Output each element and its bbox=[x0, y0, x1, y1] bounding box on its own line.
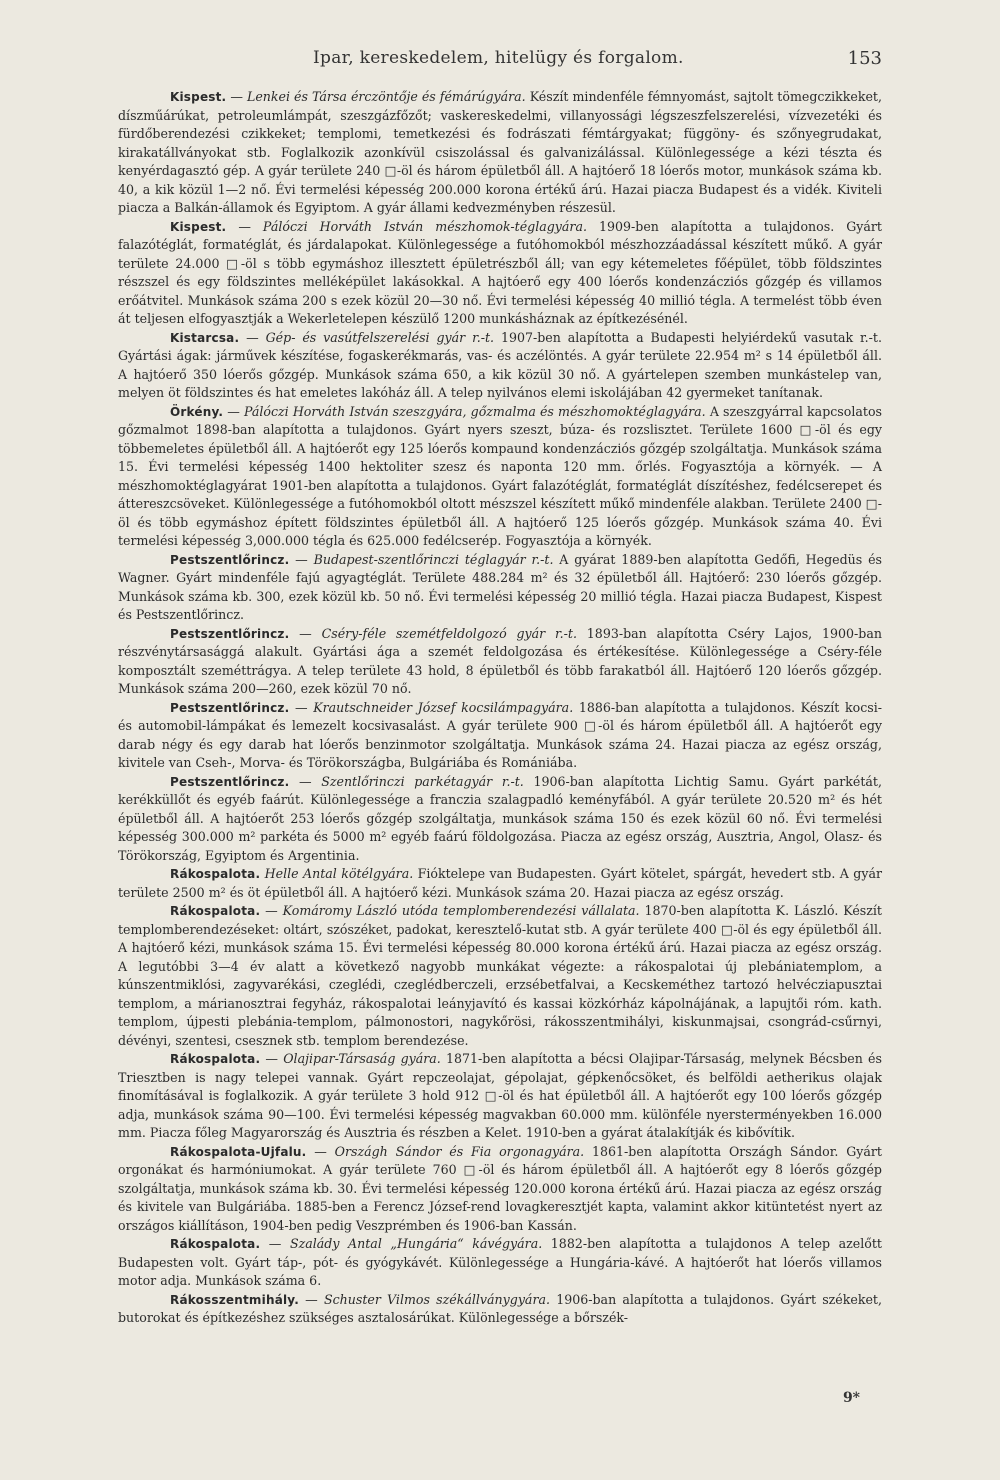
entry-firm: Pálóczi Horváth István mészhomok-téglagyára. bbox=[262, 218, 587, 234]
entry: Pestszentlőrincz. — Cséry-féle szemétfeldolgozó gyár r.-t. 1893-ban alapította Cséry Lajos, 1900-ban részvénytársasággá alakult. Gyártási ága a szemét feldolgozása és értékesítése. Különlegessége a Cséry-féle komposztált szeméttrágya. A telep területe 43 hold, 8 épületből és több farakatból áll. Hajtóerő 120 lóerős gőzgép. Munkások száma 200—260, ezek közül 70 nő. bbox=[118, 625, 882, 696]
entries bbox=[118, 88, 882, 1328]
entry bbox=[118, 865, 882, 902]
entry-firm: Gép- és vasútfelszerelési gyár r.-t. bbox=[265, 329, 495, 345]
entry-text: 1871-ben alapította a bécsi Olajipar-Társaság, melynek Bécsben és Triesztben is nagy telepei vannak. Gyárt repczeolajat, gépolajat, gépkenőcsöket, és belföldi aetherikus olajak finomításával is foglalkozik. A gyár területe 3 hold 912 □-öl és hat épületből áll. A hajtóerőt egy 100 lóerős gőzgép adja, munkások száma 90—100. Évi termelési képesség magvakban 60.000 mm. különféle nyersterményekben 16.000 mm. Piacza főleg Magyarország és Ausztria és részben a Kelet. 1910-ben a gyárat átalakítják és kibővítik. bbox=[118, 1051, 882, 1140]
entry-text: 1893-ban alapította Cséry Lajos, 1900-ban részvénytársasággá alakult. Gyártási ága a szemét feldolgozása és értékesítése. Különlegessége a Cséry-féle komposztált szeméttrágya. A telep területe 43 hold, 8 épületből és több farakatból áll. Hajtóerő 120 lóerős gőzgép. Munkások száma 200—260, ezek közül 70 nő. bbox=[118, 625, 882, 696]
entry-place: Kispest. bbox=[170, 219, 227, 234]
entry-text: 1882-ben alapította a tulajdonos A telep azelőtt Budapesten volt. Gyárt táp-, pót- és gyógykávét. Különlegessége a Hungária-kávé. A hajtóerőt hat lóerős villamos motor adja. Munkások száma 6. bbox=[118, 1236, 882, 1288]
entry-place: Rákospalota. bbox=[170, 1237, 261, 1251]
entry-text: Fióktelepe van Budapesten. Gyárt kötelet, spárgát, hevedert stb. A gyár területe 2500 m² és öt épületből áll. A hajtóerő kézi. Munkások száma 20. Hazai piacza az egész ország. bbox=[118, 866, 882, 900]
entry-place: Pestszentlőrincz. bbox=[170, 774, 290, 789]
entry-text: 1861-ben alapította Országh Sándor. Gyárt orgonákat és harmóniumokat. A gyár területe 760 □-öl és három épületből áll. A hajtóerőt egy 8 lóerős gőzgép szolgáltatja, munkások száma kb. 30. Évi termelési képesség 120.000 korona értékű árú. Hazai piacza az egész ország és kivitele van Bulgáriába. 1885-ben a Ferencz József-rend lovagkeresztjét kapta, valamint akkor kitüntetést nyert az országos kiállításon, 1904-ben pedig Veszprémben és 1906-ban Kassán. bbox=[118, 1143, 882, 1233]
page-number: 153 bbox=[847, 48, 882, 69]
entry-firm: Helle Antal kötélgyára. bbox=[264, 866, 414, 881]
entry-text: 1886-ban alapította a tulajdonos. Készít kocsi- és automobil-lámpákat és lemezelt kocsivasalást. A gyár területe 900 □-öl és három épületből áll. A hajtóerőt egy darab négy és egy darab hat lóerős benzinmotor szolgáltatja. Munkások száma 24. Hazai piacza az egész ország, kivitele van Cseh-, Morva- és Törökországba, Bulgáriába és Romániába. bbox=[118, 699, 883, 770]
entry: Örkény. — Pálóczi Horváth István szeszgyára, gőzmalma és mészhomoktéglagyára. A szeszgyárral kapcsolatos gőzmalmot 1898-ban alapította a tulajdonos. Gyárt nyers szeszt, búza- és rozslisztet. Területe 1600 □-öl és egy többemeletes épületből áll. A hajtóerőt egy 125 lóerős kompaund kondenzácziós gőzgép szolgáltatja. Munkások száma 15. Évi termelési képesség 1400 hektoliter szesz és naponta 120 mm. őrlés. Fogyasztója a környék. — A mészhomoktéglagyárat 1901-ben alapította a tulajdonos. Gyárt falazótéglát, formatéglát díszítéshez, fedélcserepet és áttereszcsöveket. Különlegessége a futóhomokból oltott mészszel készített műkő mindenféle alakban. Területe 2400 □-öl és több egymáshoz épített földszintes épületből áll. A hajtóerő 125 lóerős gőzgép. Munkások száma 40. Évi termelési képesség 3,000.000 tégla és 625.000 fedélcserép. Fogyasztója a környék. bbox=[118, 403, 882, 548]
entry-place: Pestszentlőrincz. bbox=[170, 626, 290, 641]
entry-place: Kistarcsa. bbox=[170, 330, 240, 345]
entry-place: Rákospalota. bbox=[170, 1052, 261, 1066]
entry-firm: Komáromy László utóda templomberendezési vállalata. bbox=[282, 903, 640, 918]
entry: Rákospalota-Ujfalu. — Országh Sándor és Fia orgonagyára. 1861-ben alapította Országh Sándor. Gyárt orgonákat és harmóniumokat. A gyár területe 760 □-öl és három épületből áll. A hajtóerőt egy 8 lóerős gőzgép szolgáltatja, munkások száma kb. 30. Évi termelési képesség 120.000 korona értékű árú. Hazai piacza az egész ország és kivitele van Bulgáriába. 1885-ben a Ferencz József-rend lovagkeresztjét kapta, valamint akkor kitüntetést nyert az országos kiállításon, 1904-ben pedig Veszprémben és 1906-ban Kassán. bbox=[118, 1143, 882, 1233]
running-head: Ipar, kereskedelem, hitelügy és forgalom. bbox=[313, 48, 684, 68]
entry: Kispest. — Lenkei és Társa érczöntője és fémárúgyára. Készít mindenféle fémnyomást, sajtolt tömegczikkeket, díszműárúkat, petroleumlámpát, szeszgázfőzőt; vaskereskedelmi, villanyossági légszeszfelszerelési, vízvezetéki és fürdőberendezési czikkeket; templomi, temetkezési és fodrászati fémtárgyakat; függöny- és szőnyegrudakat, kirakatállványokat stb. Foglalkozik azonkívül csiszolással és galvanizálással. Különlegessége a kézi tészta és kenyérdagasztó gép. A gyár területe 240 □-öl és három épületből áll. A hajtóerő 18 lóerős motor, munkások száma kb. 40, a kik közül 1—2 nő. Évi termelési képesség 200.000 korona értékű árú. Hazai piacza Budapest és a vidék. Kiviteli piacza a Balkán-államok és Egyiptom. A gyár állami kedvezményben részesül. bbox=[118, 89, 882, 215]
entry-place: Rákospalota. bbox=[170, 867, 261, 881]
entry: Kistarcsa. — Gép- és vasútfelszerelési gyár r.-t. 1907-ben alapította a Budapesti helyiérdekű vasutak r.-t. Gyártási ágak: járművek készítése, fogaskerékmarás, vas- és aczélöntés. A gyár területe 22.954 m² s 14 épületből áll. A hajtóerő 350 lóerős gőzgép. Munkások száma 650, a kik közül 30 nő. A gyártelepen szemben munkástelep van, melyen öt földszintes és hat emeletes lakóház áll. A telep nyilvános elemi iskolájában 42 gyermeket tanítanak. bbox=[118, 329, 882, 400]
entry-firm: Schuster Vilmos székállványgyára. bbox=[323, 1291, 550, 1307]
entry-firm: Lenkei és Társa érczöntője és fémárúgyára. bbox=[246, 89, 526, 104]
entry: Rákospalota. — Olajipar-Társaság gyára. 1871-ben alapította a bécsi Olajipar-Társaság, melynek Bécsben és Triesztben is nagy telepei vannak. Gyárt repczeolajat, gépolajat, gépkenőcsöket, és belföldi aetherikus olajak finomításával is foglalkozik. A gyár területe 3 hold 912 □-öl és hat épületből áll. A hajtóerőt egy 100 lóerős gőzgép adja, munkások száma 90—100. Évi termelési képesség magvakban 60.000 mm. különféle nyersterményekben 16.000 mm. Piacza főleg Magyarország és Ausztria és részben a Kelet. 1910-ben a gyárat átalakítják és kibővítik. bbox=[118, 1051, 882, 1140]
entry-text: A gyárat 1889-ben alapította Gedőfi, Hegedüs és Wagner. Gyárt mindenféle fajú agyagtéglát. Területe 488.284 m² és 32 épületből áll. Hajtóerő: 230 lóerős gőzgép. Munkások száma kb. 300, ezek közül kb. 50 nő. Évi termelési képesség 20 millió tégla. Hazai piacza Budapest, Kispest és Pestszentlőrincz. bbox=[118, 551, 882, 622]
entry: Pestszentlőrincz. — Szentlőrinczi parkétagyár r.-t. 1906-ban alapította Lichtig Samu. Gyárt parkétát, kerékküllőt és egyéb faárút. Különlegessége a franczia szalagpadló keményfából. A gyár területe 20.520 m² és hét épületből áll. A hajtóerőt 253 lóerős gőzgép szolgáltatja, munkások száma 150 és ezek közül 60 nő. Évi termelési képesség 300.000 m² parkéta és 5000 m² egyéb faárú földolgozása. Piacza az egész ország, Ausztria, Angol, Olasz- és Törökország, Egyiptom és Argentinia. bbox=[118, 773, 882, 863]
entry: Rákosszentmihály. — Schuster Vilmos székállványgyára. 1906-ban alapította a tulajdonos. Gyárt székeket, butorokat és építkezéshez szükséges asztalosárúkat. Különlegessége a bőrszék- bbox=[118, 1291, 882, 1325]
entry-place: Rákospalota. bbox=[170, 904, 261, 918]
entry-firm: Szalády Antal „Hungária“ kávégyára. bbox=[289, 1236, 543, 1251]
entry-firm: Budapest-szentlőrinczi téglagyár r.-t. bbox=[313, 551, 554, 567]
entry: Kispest. — Pálóczi Horváth István mészhomok-téglagyára. 1909-ben alapította a tulajdonos. Gyárt falazótéglát, formatéglát, és járdalapokat. Különlegessége a futóhomokból mészhozzáadással készített műkő. A gyár területe 24.000 □-öl s több egymáshoz illesztett épületrészből áll; van egy kétemeletes főépület, több földszintes részszel és egy földszintes melléképület lakásokkal. A hajtóerő egy 400 lóerős kondenzácziós gőzgép és villamos erőátvitel. Munkások száma 200 s ezek közül 20—30 nő. Évi termelési képesség 40 millió tégla. A termelést több éven át teljesen elfogyasztják a Wekerletelepen készülő 1200 munkásháznak az építkezésénél. bbox=[118, 218, 882, 326]
entry-firm: Szentlőrinczi parkétagyár r.-t. bbox=[321, 773, 524, 789]
entry-firm: Olajipar-Társaság gyára. bbox=[283, 1051, 441, 1066]
entry-text: 1906-ban alapította a tulajdonos. Gyárt székeket, butorokat és építkezéshez szükséges asztalosárúkat. Különlegessége a bőrszék- bbox=[118, 1291, 882, 1325]
entry-text: A szeszgyárral kapcsolatos gőzmalmot 1898-ban alapította a tulajdonos. Gyárt nyers szeszt, búza- és rozslisztet. Területe 1600 □-öl és egy többemeletes épületből áll. A hajtóerőt egy 125 lóerős kompaund kondenzácziós gőzgép szolgáltatja. Munkások száma 15. Évi termelési képesség 1400 hektoliter szesz és naponta 120 mm. őrlés. Fogyasztója a környék. — A mészhomoktéglagyárat 1901-ben alapította a tulajdonos. Gyárt falazótéglát, formatéglát díszítéshez, fedélcserepet és áttereszcsöveket. Különlegessége a futóhomokból oltott mészszel készített műkő mindenféle alakban. Területe 2400 □-öl és több egymáshoz épített földszintes épületből áll. A hajtóerő 125 lóerős gőzgép. Munkások száma 40. Évi termelési képesség 3,000.000 tégla és 625.000 fedélcserép. Fogyasztója a környék. bbox=[118, 403, 882, 548]
entry-place: Rákosszentmihály. bbox=[170, 1292, 299, 1307]
entry: Pestszentlőrincz. — Krautschneider József kocsilámpagyára. 1886-ban alapította a tulajdonos. Készít kocsi- és automobil-lámpákat és lemezelt kocsivasalást. A gyár területe 900 □-öl és három épületből áll. A hajtóerőt egy darab négy és egy darab hat lóerős benzinmotor szolgáltatja. Munkások száma 24. Hazai piacza az egész ország, kivitele van Cseh-, Morva- és Törökországba, Bulgáriába és Romániába. bbox=[118, 699, 883, 770]
entry-place: Örkény. bbox=[170, 404, 224, 419]
entry-place: Pestszentlőrincz. bbox=[170, 700, 290, 715]
entry-text: 1906-ban alapította Lichtig Samu. Gyárt parkétát, kerékküllőt és egyéb faárút. Különlegessége a franczia szalagpadló keményfából. A gyár területe 20.520 m² és hét épületből áll. A hajtóerőt 253 lóerős gőzgép szolgáltatja, munkások száma 150 és ezek közül 60 nő. Évi termelési képesség 300.000 m² parkéta és 5000 m² egyéb faárú földolgozása. Piacza az egész ország, Ausztria, Angol, Olasz- és Törökország, Egyiptom és Argentinia. bbox=[118, 773, 882, 863]
entry: Pestszentlőrincz. — Budapest-szentlőrinczi téglagyár r.-t. A gyárat 1889-ben alapította Gedőfi, Hegedüs és Wagner. Gyárt mindenféle fajú agyagtéglát. Területe 488.284 m² és 32 épületből áll. Hajtóerő: 230 lóerős gőzgép. Munkások száma kb. 300, ezek közül kb. 50 nő. Évi termelési képesség 20 millió tégla. Hazai piacza Budapest, Kispest és Pestszentlőrincz. bbox=[118, 551, 882, 622]
entry-firm: Országh Sándor és Fia orgonagyára. bbox=[334, 1143, 585, 1159]
entry-place: Pestszentlőrincz. bbox=[170, 552, 290, 567]
signature-mark: 9* bbox=[842, 1390, 860, 1406]
page-header bbox=[118, 44, 882, 78]
entry-text: 1870-ben alapította K. László. Készít templomberendezéseket: oltárt, szószéket, padokat, keresztelő-kutat stb. A gyár területe 400 □-öl és egy épületből áll. A hajtóerő kézi, munkások száma 15. Évi termelési képesség 80.000 korona értékű árú. Hazai piacza az egész ország. A legutóbbi 3—4 év alatt a következő nagyobb munkákat végezte: a rákospalotai új plebániatemplom, a kúnszentmiklósi, zagyvarékási, czeglédi, czeglédberczeli, erzsébetfalvai, a Kecskeméthez tartozó helvécziapusztai templom, a márianosztrai fegyház, rákospalotai leányjavító és kassai közkórház kápolnájának, a lapujtői róm. kath. templom, újpesti plebánia-templom, pálmonostori, nagykőrösi, rákosszentmihályi, kiskunmajsai, csongrád-csűrnyi, dévényi, szentesi, csesznek stb. templom berendezése. bbox=[118, 903, 882, 1048]
entry-text: Készít mindenféle fémnyomást, sajtolt tömegczikkeket, díszműárúkat, petroleumlámpát, szeszgázfőzőt; vaskereskedelmi, villanyossági légszeszfelszerelési, vízvezetéki és fürdőberendezési czikkeket; templomi, temetkezési és fodrászati fémtárgyakat; függöny- és szőnyegrudakat, kirakatállványokat stb. Foglalkozik azonkívül csiszolással és galvanizálással. Különlegessége a kézi tészta és kenyérdagasztó gép. A gyár területe 240 □-öl és három épületből áll. A hajtóerő 18 lóerős motor, munkások száma kb. 40, a kik közül 1—2 nő. Évi termelési képesség 200.000 korona értékű árú. Hazai piacza Budapest és a vidék. Kiviteli piacza a Balkán-államok és Egyiptom. A gyár állami kedvezményben részesül. bbox=[118, 89, 882, 215]
entry-firm: Krautschneider József kocsilámpagyára. bbox=[313, 699, 574, 715]
entry-firm: Cséry-féle szemétfeldolgozó gyár r.-t. bbox=[321, 625, 577, 641]
entry-firm: Pálóczi Horváth István szeszgyára, gőzmalma és mészhomoktéglagyára. bbox=[243, 403, 706, 419]
entry: Rákospalota. — Szalády Antal „Hungária“ kávégyára. 1882-ben alapította a tulajdonos A telep azelőtt Budapesten volt. Gyárt táp-, pót- és gyógykávét. Különlegessége a Hungária-kávé. A hajtóerőt hat lóerős villamos motor adja. Munkások száma 6. bbox=[118, 1236, 882, 1288]
entry: Rákospalota. — Komáromy László utóda templomberendezési vállalata. 1870-ben alapította K. László. Készít templomberendezéseket: oltárt, szószéket, padokat, keresztelő-kutat stb. A gyár területe 400 □-öl és egy épületből áll. A hajtóerő kézi, munkások száma 15. Évi termelési képesség 80.000 korona értékű árú. Hazai piacza az egész ország. A legutóbbi 3—4 év alatt a következő nagyobb munkákat végezte: a rákospalotai új plebániatemplom, a kúnszentmiklósi, zagyvarékási, czeglédi, czeglédberczeli, erzsébetfalvai, a Kecskeméthez tartozó helvécziapusztai templom, a márianosztrai fegyház, rákospalotai leányjavító és kassai közkórház kápolnájának, a lapujtői róm. kath. templom, újpesti plebánia-templom, pálmonostori, nagykőrösi, rákosszentmihályi, kiskunmajsai, csongrád-csűrnyi, dévényi, szentesi, csesznek stb. templom berendezése. bbox=[118, 903, 882, 1048]
entry-text: 1907-ben alapította a Budapesti helyiérdekű vasutak r.-t. Gyártási ágak: járművek készítése, fogaskerékmarás, vas- és aczélöntés. A gyár területe 22.954 m² s 14 épületből áll. A hajtóerő 350 lóerős gőzgép. Munkások száma 650, a kik közül 30 nő. A gyártelepen szemben munkástelep van, melyen öt földszintes és hat emeletes lakóház áll. A telep nyilvános elemi iskolájában 42 gyermeket tanítanak. bbox=[118, 329, 882, 400]
entry-place: Rákospalota-Ujfalu. bbox=[170, 1144, 307, 1159]
entry-text: 1909-ben alapította a tulajdonos. Gyárt falazótéglát, formatéglát, és járdalapokat. Különlegessége a futóhomokból mészhozzáadással készített műkő. A gyár területe 24.000 □-öl s több egymáshoz illesztett épületrészből áll; van egy kétemeletes főépület, több földszintes részszel és egy földszintes melléképület lakásokkal. A hajtóerő egy 400 lóerős kondenzácziós gőzgép és villamos erőátvitel. Munkások száma 200 s ezek közül 20—30 nő. Évi termelési képesség 40 millió tégla. A termelést több éven át teljesen elfogyasztják a Wekerletelepen készülő 1200 munkásháznak az építkezésénél. bbox=[118, 218, 882, 326]
entry-place: Kispest. bbox=[170, 90, 227, 104]
